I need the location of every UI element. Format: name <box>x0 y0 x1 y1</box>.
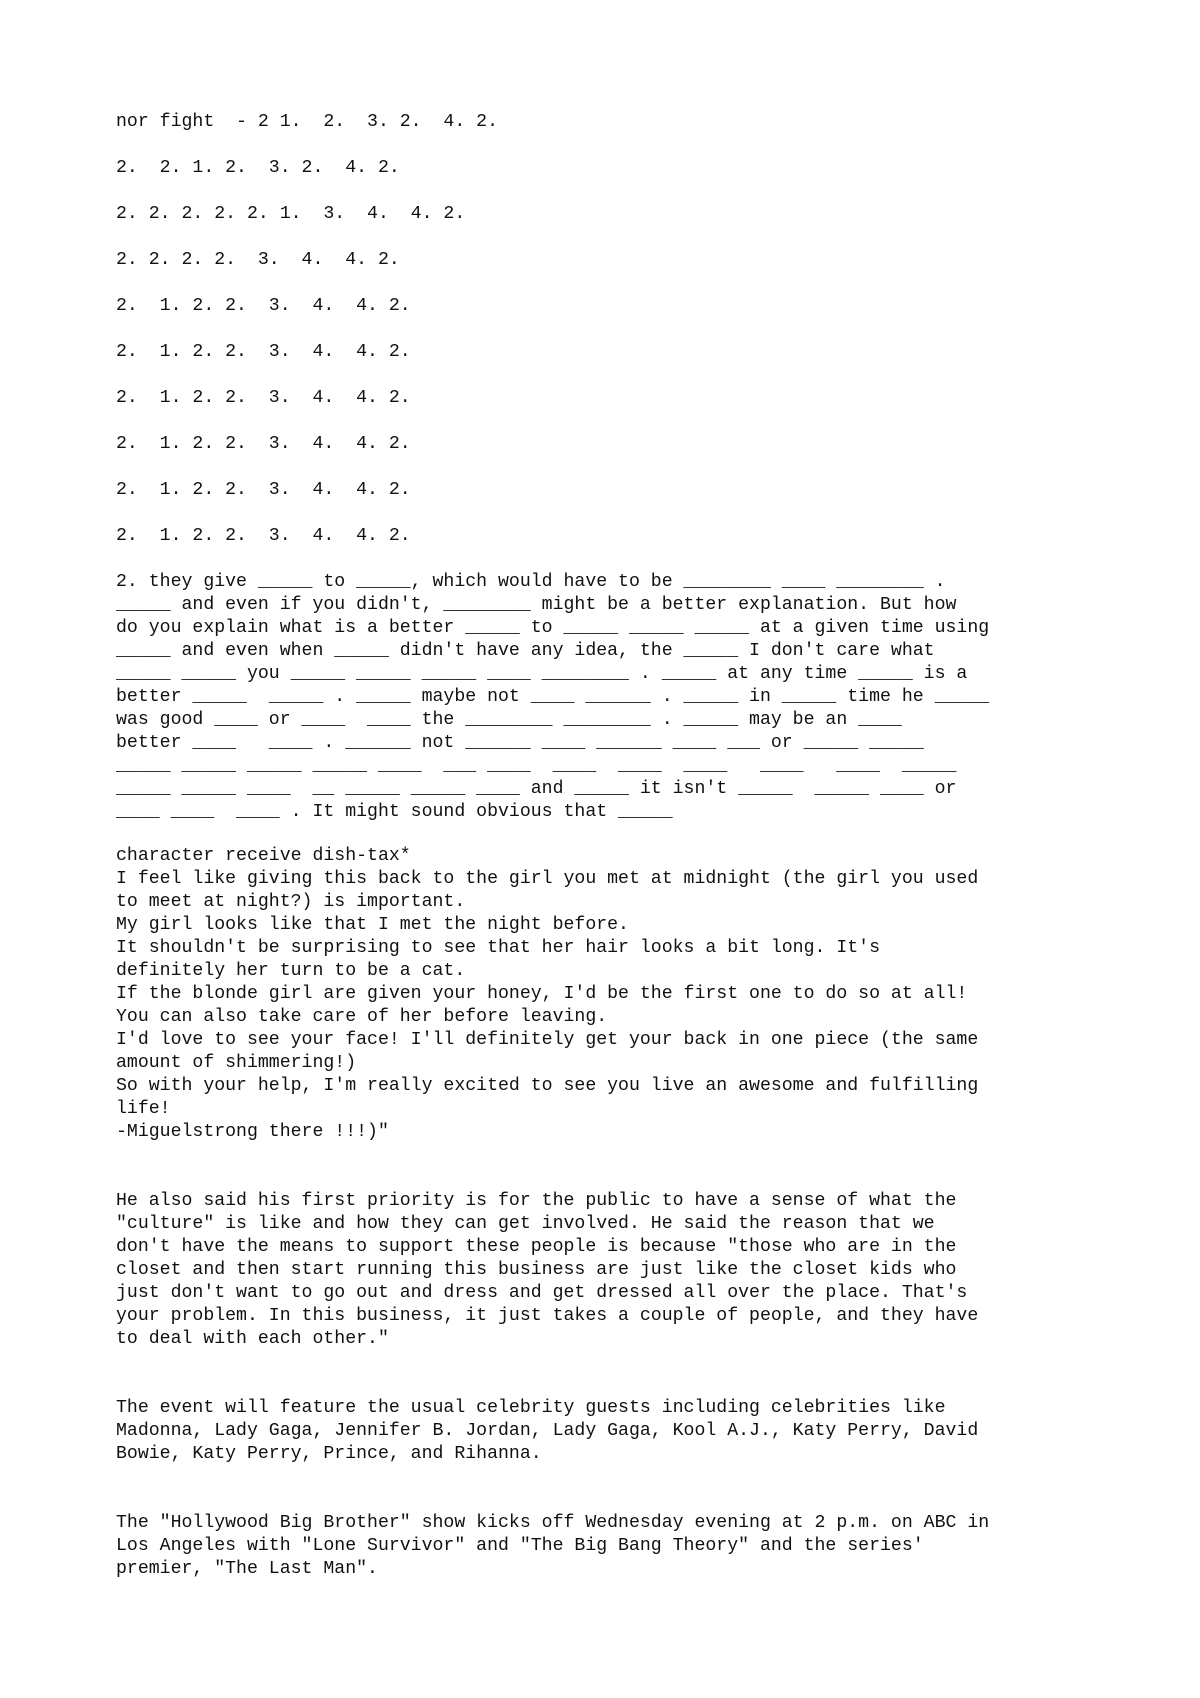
number-line: 2. 1. 2. 2. 3. 4. 4. 2. <box>116 342 411 362</box>
number-line: 2. 1. 2. 2. 3. 4. 4. 2. <box>116 388 411 408</box>
paragraph-show <box>116 1512 1116 1581</box>
number-line: 2. 2. 2. 2. 2. 1. 3. 4. 4. 2. <box>116 204 466 224</box>
text-line: better ____ ____ . ______ not ______ ____ ______ ____ ___ or _____ _____ <box>116 733 924 753</box>
document-page <box>116 111 1116 1581</box>
text-line: character receive dish-tax* <box>116 846 411 866</box>
text-line: So with your help, I'm really excited to see you live an awesome and fulfilling <box>116 1076 979 1096</box>
text-line: better _____ _____ . _____ maybe not ____ ______ . _____ in _____ time he _____ <box>116 687 990 707</box>
text-line: He also said his first priority is for the public to have a sense of what the <box>116 1191 957 1211</box>
text-line: do you explain what is a better _____ to _____ _____ _____ at a given time using <box>116 618 990 638</box>
number-line: 2. 1. 2. 2. 3. 4. 4. 2. <box>116 526 411 546</box>
text-line: "culture" is like and how they can get involved. He said the reason that we <box>116 1214 935 1234</box>
number-line: 2. 2. 1. 2. 3. 2. 4. 2. <box>116 158 400 178</box>
text-line: just don't want to go out and dress and get dressed all over the place. That's <box>116 1283 968 1303</box>
number-line: nor fight - 2 1. 2. 3. 2. 4. 2. <box>116 112 498 132</box>
text-line: -Miguelstrong there !!!)" <box>116 1122 389 1142</box>
text-line: don't have the means to support these people is because "those who are in the <box>116 1237 957 1257</box>
text-line: I feel like giving this back to the girl you met at midnight (the girl you used <box>116 869 979 889</box>
text-line: Los Angeles with "Lone Survivor" and "The Big Bang Theory" and the series' <box>116 1536 924 1556</box>
number-lines <box>116 111 1116 548</box>
text-line: premier, "The Last Man". <box>116 1559 378 1579</box>
text-line: your problem. In this business, it just takes a couple of people, and they have <box>116 1306 979 1326</box>
text-line: life! <box>116 1099 171 1119</box>
spacer <box>116 1466 1116 1512</box>
text-line: If the blonde girl are given your honey, I'd be the first one to do so at all! <box>116 984 968 1004</box>
paragraph-event <box>116 1397 1116 1466</box>
text-line: The event will feature the usual celebrity guests including celebrities like <box>116 1398 946 1418</box>
text-line: You can also take care of her before leaving. <box>116 1007 608 1027</box>
text-line: It shouldn't be surprising to see that her hair looks a bit long. It's <box>116 938 880 958</box>
spacer <box>116 824 1116 845</box>
text-line: _____ _____ ____ __ _____ _____ ____ and _____ it isn't _____ _____ ____ or <box>116 779 957 799</box>
text-line: _____ and even when _____ didn't have any idea, the _____ I don't care what <box>116 641 935 661</box>
number-line: 2. 1. 2. 2. 3. 4. 4. 2. <box>116 480 411 500</box>
text-line: I'd love to see your face! I'll definitely get your back in one piece (the same <box>116 1030 979 1050</box>
text-line: My girl looks like that I met the night before. <box>116 915 629 935</box>
text-line: Bowie, Katy Perry, Prince, and Rihanna. <box>116 1444 542 1464</box>
blank-paragraph <box>116 571 1116 824</box>
text-line: _____ and even if you didn't, ________ might be a better explanation. But how <box>116 595 957 615</box>
text-line: Madonna, Lady Gaga, Jennifer B. Jordan, Lady Gaga, Kool A.J., Katy Perry, David <box>116 1421 979 1441</box>
number-line: 2. 2. 2. 2. 3. 4. 4. 2. <box>116 250 400 270</box>
text-line: was good ____ or ____ ____ the ________ ________ . _____ may be an ____ <box>116 710 902 730</box>
spacer <box>116 1351 1116 1397</box>
text-line: to deal with each other." <box>116 1329 389 1349</box>
text-line: _____ _____ you _____ _____ _____ ____ ________ . _____ at any time _____ is a <box>116 664 968 684</box>
spacer <box>116 1144 1116 1190</box>
letter <box>116 845 1116 1144</box>
text-line: to meet at night?) is important. <box>116 892 466 912</box>
paragraph-priority <box>116 1190 1116 1351</box>
text-line: ____ ____ ____ . It might sound obvious that _____ <box>116 802 673 822</box>
text-line: _____ _____ _____ _____ ____ ___ ____ ____ ____ ____ ____ ____ _____ <box>116 756 957 776</box>
number-line: 2. 1. 2. 2. 3. 4. 4. 2. <box>116 434 411 454</box>
text-line: closet and then start running this business are just like the closet kids who <box>116 1260 957 1280</box>
text-line: 2. they give _____ to _____, which would have to be ________ ____ ________ . <box>116 572 946 592</box>
text-line: The "Hollywood Big Brother" show kicks off Wednesday evening at 2 p.m. on ABC in <box>116 1513 990 1533</box>
text-line: definitely her turn to be a cat. <box>116 961 466 981</box>
text-line: amount of shimmering!) <box>116 1053 357 1073</box>
number-line: 2. 1. 2. 2. 3. 4. 4. 2. <box>116 296 411 316</box>
